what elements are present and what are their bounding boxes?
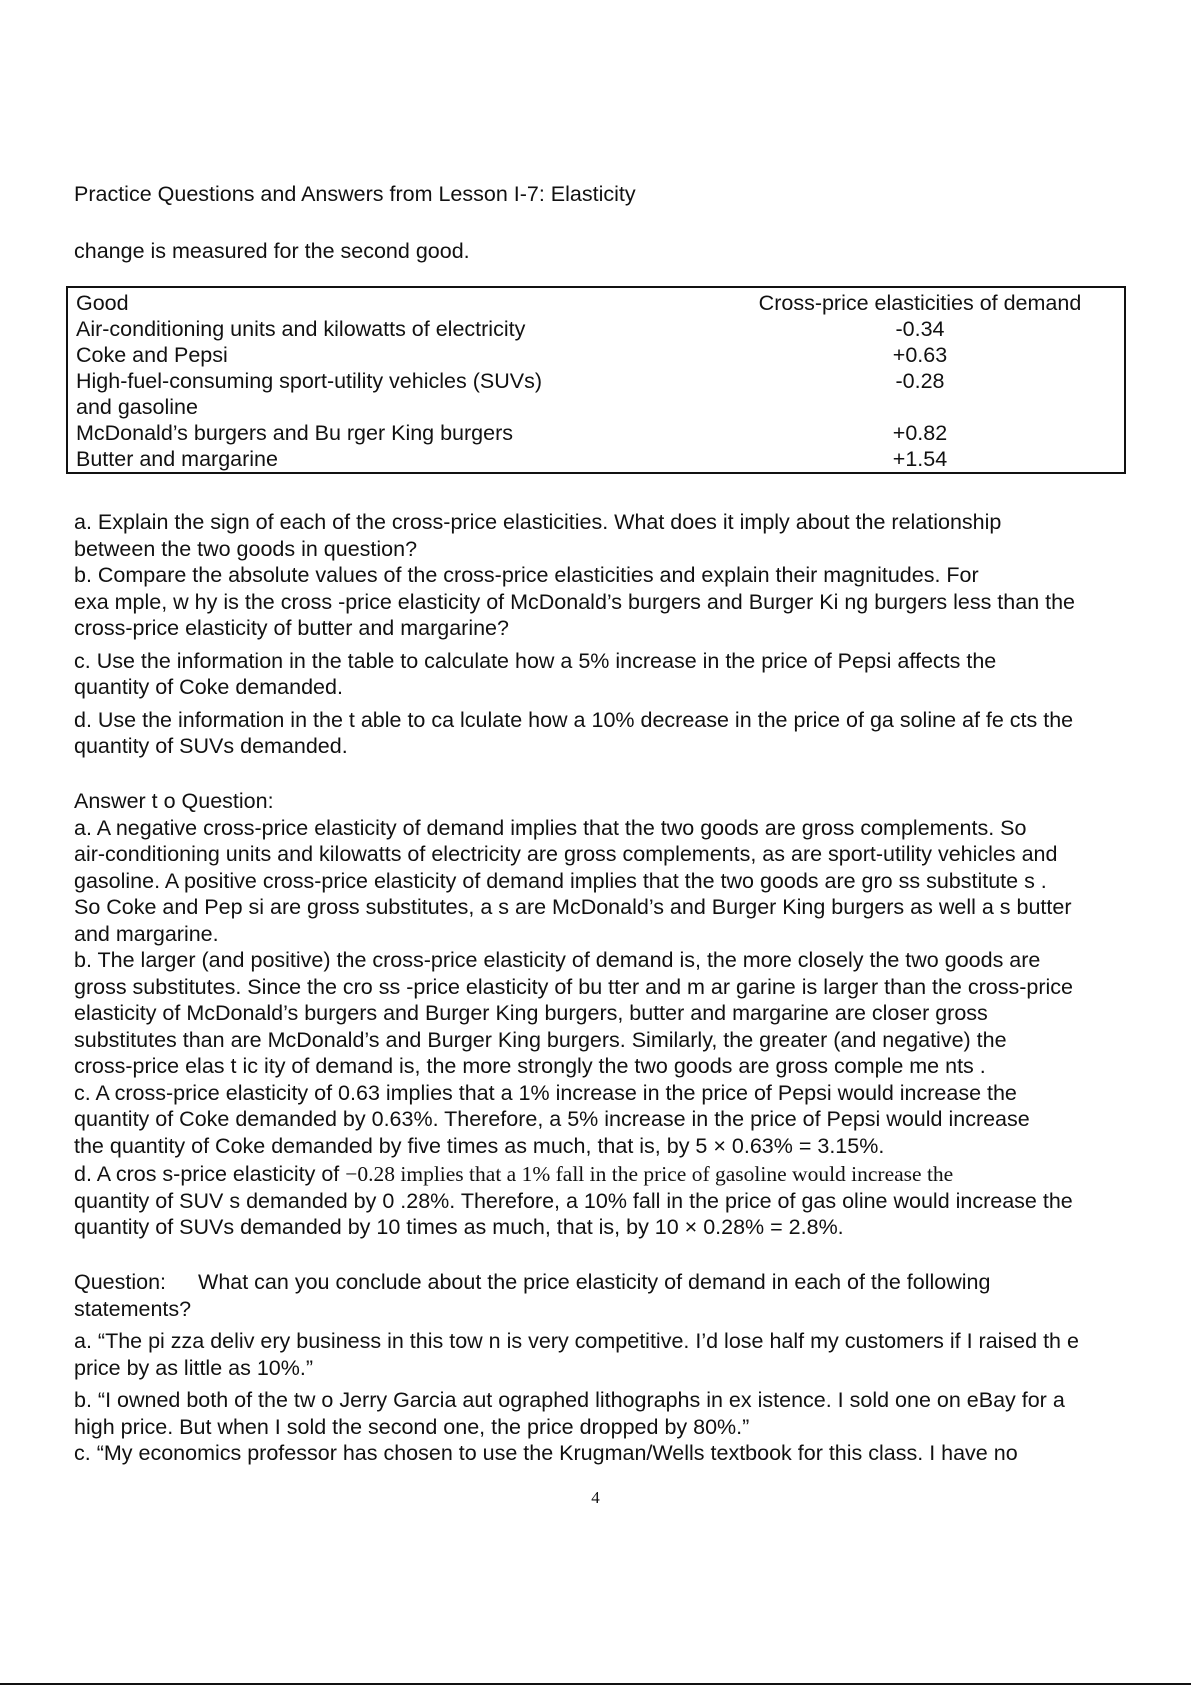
question-c <box>74 648 1169 701</box>
statement-c <box>74 1440 1169 1467</box>
good-cell: Butter and margarine <box>76 447 278 471</box>
elasticity-cell: -0.28 <box>895 369 945 393</box>
page-header: Practice Questions and Answers from Lesson I-7: Elasticity <box>74 182 636 206</box>
text-line: a. A negative cross-price elasticity of demand implies that the two goods are gross complements. So <box>74 815 1027 840</box>
text-line: b. The larger (and positive) the cross-price elasticity of demand is, the more closely the two goods are <box>74 948 1041 972</box>
questions-block <box>74 509 1169 760</box>
intro-line: change is measured for the second good. <box>74 239 470 263</box>
question-d <box>74 707 1169 760</box>
serif-text-segment: −0.28 implies that a 1% fall in the price of gasoline would increase the <box>345 1162 954 1186</box>
text-line: cross-price elas t ic ity of demand is, the more strongly the two goods are gross comple me nts . <box>74 1054 986 1078</box>
text-segment: d. A cros s-price elasticity of <box>74 1162 346 1186</box>
statement-b <box>74 1387 1169 1440</box>
question-label: Question: <box>74 1270 167 1294</box>
text-line: c. “My economics professor has chosen to use the Krugman/Wells textbook for this class. I have no <box>74 1441 1018 1465</box>
text-line: quantity of Coke demanded. <box>74 675 343 699</box>
text-line: gasoline. A positive cross-price elasticity of demand implies that the two goods are gro ss substitute s . <box>74 868 1047 893</box>
text-line: elasticity of McDonald’s burgers and Burger King burgers, butter and margarine are closer gross <box>74 1001 988 1025</box>
good-cell: Coke and Pepsi <box>76 343 228 367</box>
text-line <box>74 1161 1169 1188</box>
question-2-block <box>74 1269 1169 1467</box>
text-line: quantity of SUVs demanded by 10 times as much, that is, by 10 × 0.28% = 2.8%. <box>74 1215 844 1239</box>
text-line: quantity of SUVs demanded. <box>74 734 348 758</box>
column-header-elasticity: Cross-price elasticities of demand <box>758 291 1082 315</box>
text-line: quantity of SUV s demanded by 0 .28%. Therefore, a 10% fall in the price of gas oline would increase the <box>74 1188 1073 1213</box>
text-line: c. A cross-price elasticity of 0.63 implies that a 1% increase in the price of Pepsi would increase the <box>74 1080 1017 1105</box>
text-line: cross-price elasticity of butter and margarine? <box>74 616 509 640</box>
answer-c <box>74 1080 1169 1160</box>
elasticity-cell: +0.63 <box>892 343 948 367</box>
text-line: gross substitutes. Since the cro ss -price elasticity of bu tter and m ar garine is larger than the cross-price <box>74 974 1073 999</box>
cross-price-elasticity-table <box>66 286 1126 474</box>
elasticity-cell: -0.34 <box>895 317 945 341</box>
good-cell: Air-conditioning units and kilowatts of electricity <box>76 317 526 341</box>
text-line: So Coke and Pep si are gross substitutes, a s are McDonald’s and Burger King burgers as well a s butter <box>74 895 1072 919</box>
elasticity-cell: +0.82 <box>892 421 948 445</box>
question-2-prompt <box>74 1269 1169 1322</box>
text-line: air-conditioning units and kilowatts of electricity are gross complements, as are sport-utility vehicles and <box>74 842 1058 866</box>
text-line: d. Use the information in the t able to ca lculate how a 10% decrease in the price of ga soline af fe cts the <box>74 707 1074 732</box>
question-text: What can you conclude about the price elasticity of demand in each of the following <box>198 1270 991 1294</box>
statement-a <box>74 1328 1169 1381</box>
text-line: exa mple, w hy is the cross -price elasticity of McDonald’s burgers and Burger Ki ng burgers less than the <box>74 589 1076 614</box>
text-line: b. Compare the absolute values of the cross-price elasticities and explain their magnitudes. For <box>74 563 979 587</box>
column-header-good: Good <box>76 291 129 315</box>
text-line: and margarine. <box>74 921 219 946</box>
question-b <box>74 562 1169 642</box>
answer-block <box>74 788 1169 1241</box>
good-cell: McDonald’s burgers and Bu rger King burgers <box>76 421 514 445</box>
question-a <box>74 509 1169 562</box>
text-line: high price. But when I sold the second one, the price dropped by 80%.” <box>74 1414 750 1439</box>
answer-b <box>74 947 1169 1080</box>
page-number: 4 <box>591 1488 600 1507</box>
text-line: a. “The pi zza deliv ery business in this tow n is very competitive. I’d lose half my customers if I raised th e <box>74 1329 1079 1353</box>
answer-a <box>74 815 1169 948</box>
elasticity-cell: +1.54 <box>892 447 948 471</box>
answer-heading: Answer t o Question: <box>74 789 274 813</box>
text-line: price by as little as 10%.” <box>74 1355 313 1380</box>
text-line: statements? <box>74 1296 192 1321</box>
text-line: b. “I owned both of the tw o Jerry Garcia aut ographed lithographs in ex istence. I sold one on eBay for a <box>74 1388 1065 1412</box>
text-line: a. Explain the sign of each of the cross-price elasticities. What does it imply about the relationship <box>74 510 1002 534</box>
text-line <box>74 1269 1169 1296</box>
answer-d <box>74 1161 1169 1241</box>
good-cell-continuation: and gasoline <box>76 395 198 419</box>
good-cell: High-fuel-consuming sport-utility vehicles (SUVs) <box>76 369 542 393</box>
text-line: substitutes than are McDonald’s and Burger King burgers. Similarly, the greater (and negative) the <box>74 1027 1007 1052</box>
text-line: c. Use the information in the table to calculate how a 5% increase in the price of Pepsi affects the <box>74 648 997 673</box>
text-line: the quantity of Coke demanded by five times as much, that is, by 5 × 0.63% = 3.15%. <box>74 1133 885 1158</box>
text-line: between the two goods in question? <box>74 536 418 561</box>
text-line: quantity of Coke demanded by 0.63%. Therefore, a 5% increase in the price of Pepsi would increase <box>74 1107 1030 1131</box>
